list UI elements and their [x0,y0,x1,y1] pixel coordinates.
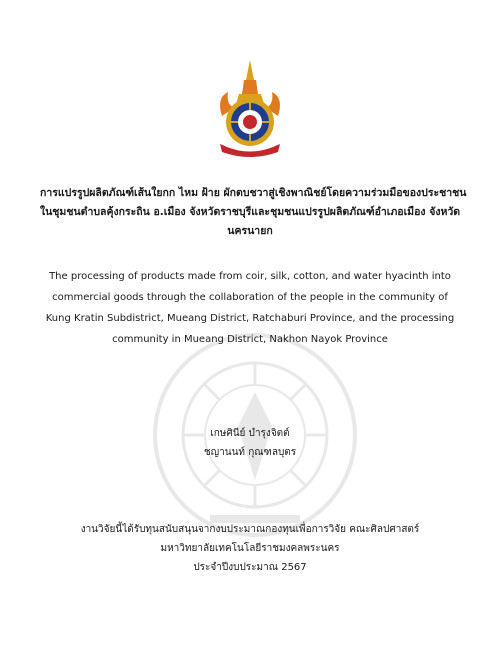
english-title-line: The processing of products made from coir, silk, cotton, and water hyacinth into [49,271,451,282]
authors [40,424,460,462]
funding-line: งานวิจัยนี้ได้รับทุนสนับสนุนจากงบประมาณกองทุนเพื่อการวิจัย คณะศิลปศาสตร์ [80,524,420,535]
english-title-line: commercial goods through the collaboration of the people in the community of [52,292,448,303]
english-title-line: community in Mueang District, Nakhon Nayok Province [112,334,388,345]
english-title [40,266,460,350]
thai-title-line: นครนายก [227,225,273,237]
funding-line: มหาวิทยาลัยเทคโนโลยีราชมงคลพระนคร [160,543,340,554]
thai-title-line: ในชุมชนตำบลคุ้งกระถิน อ.เมือง จังหวัดราชบุรีและชุมชนแปรรูปผลิตภัณฑ์อำเภอเมือง จังหวัด [40,206,461,218]
author-name: เกษศินีย์ บำรุงจิตต์ [210,428,290,439]
author-name: ชญานนท์ กุณฑลบุตร [203,447,297,458]
english-title-line: Kung Kratin Subdistrict, Mueang District, Ratchaburi Province, and the processing [45,313,455,324]
funding-line: ประจำปีงบประมาณ 2567 [193,562,307,573]
university-logo [212,58,288,160]
funding-statement [40,520,460,577]
thai-title-line: การแปรรูปผลิตภัณฑ์เส้นใยกก ไหม ฝ้าย ผักตบชวาสู่เชิงพาณิชย์โดยความร่วมมือของประชาชน [40,187,467,199]
thai-title [40,184,467,241]
